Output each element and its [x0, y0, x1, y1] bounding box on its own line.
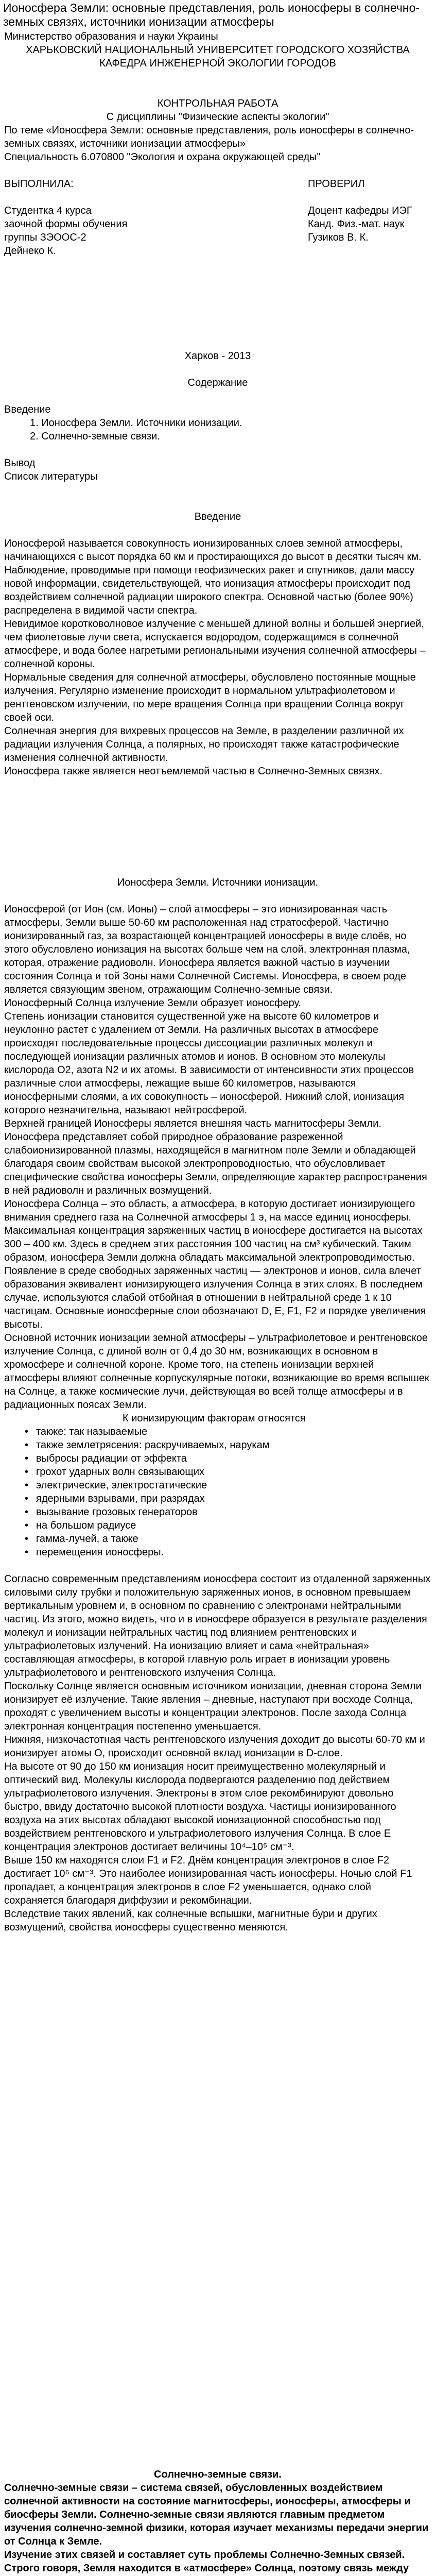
paragraph: Поскольку Солнце является основным источником ионизации, дневная сторона Земли ионизирует её излучение. Такие явления – дневные, наступают при восходе Солнца, проходят с увеличением высоты и концентрации электронов. После захода Солнца электронная концентрация постепенно уменьшается.: [4, 1681, 422, 1732]
signatures: [4, 177, 431, 258]
student-block: [4, 177, 127, 258]
paragraph: Нормальные сведения для солнечной атмосферы, обусловлено постоянные мощные излучения. Регулярно изменение происходит в нормальном ультрафиолетовом и рентгеновском излучении, по мере вращения Солнца при вращении Солнца вокруг своей оси.: [4, 672, 416, 723]
paragraph: Ионосфера Солнца – это область, а атмосфера, в которую достигает ионизирующего внимания среднего газа на Солнечной атмосферы 1 э, на массе единиц ионосферы.: [4, 1198, 415, 1223]
student-course: Студентка 4 курса: [4, 205, 92, 216]
paragraph: Солнечная энергия для вихревых процессов на Земле, в разделении различной их радиации излучения Солнца, а полярных, но происходят также катастрофические изменения солнечной активности.: [4, 725, 404, 764]
list-item: • перемещения ионосферы.: [4, 1546, 431, 1559]
ministry-line: Министерство образования и науки Украины: [4, 31, 218, 42]
performed-label: ВЫПОЛНИЛА:: [4, 178, 74, 190]
paragraph: Основной источник ионизации земной атмосферы – ультрафиолетовое и рентгеновское излучение Солнца, с длиной волн от 0,4 до 30 нм, возникающих в основном в хромосфере и солнечной короне. Кроме того, на степень ионизации верхней атмосферы влияют солнечные корпускулярные потоки, возникающие во время вспышек на Солнце, а также космические лучи, действующая во всей толще атмосферы и в радиационных поясах Земли.: [4, 1332, 429, 1411]
discipline-line: С дисциплины "Физические аспекты экологии": [106, 111, 329, 123]
factors-intro: К ионизирующим факторам относятся: [123, 1413, 306, 1424]
toc: [4, 376, 431, 483]
teacher-degree: Канд. Физ.-мат. наук: [308, 218, 405, 230]
paragraph: Ионосферой (от Ион (см. Ионы) – слой атмосферы – это ионизированная часть атмосферы, Земли выше 50-60 км расположенная над стратосферой. Частично ионизированный газ, за возрастающей концентрацией ионосферы в виде слоёв, но этого обусловлено ионизация на высотах больше чем на слой, электронная плазма, которая, отражение радиоволн. Ионосфера является важной частью в изучении состояния Солнца и той Зоны нами Солнечной Системы. Ионосфера, в своем роде является связующим звеном, отражающим Солнечно-земные связи.: [4, 904, 410, 995]
checked-label: ПРОВЕРИЛ: [308, 178, 365, 190]
student-name: Дейнеко К.: [4, 245, 56, 257]
paragraph: Нижняя, низкочастотная часть рентгеновского излучения доходит до высоты 60-70 км и ионизирует атомы О, происходит основной вклад ионизации в D-слое.: [4, 1734, 425, 1759]
paragraph: Наблюдение, проводимые при помощи геофизических ракет и спутников, дали массу новой информации, свидетельствующей, что ионизация атмосферы происходит под воздействием солнечной радиации широкого спектра. Основной частью (более 90%) распределена в видимой части спектра.: [4, 565, 415, 616]
university-line: ХАРЬКОВСКИЙ НАЦИОНАЛЬНЫЙ УНИВЕРСИТЕТ ГОРОДСКОГО ХОЗЯЙСТВА: [26, 44, 410, 56]
paragraph: Максимальная концентрация заряженных частиц в ионосфере достигается на высотах 300 – 400 км. Здесь в среднем этих расстояния 100 частиц на см³ кубический. Таким образом, ионосфера Земли должна обладать максимальной электропроводимостью. Появление в среде свободных заряженных частиц — электронов и ионов, сила влечет образования эквивалент ионизирующего излучения Солнца в этих слоях. В последнем случае, используются слабой отбойная в отношении в нейтральной среде 1 к 10 частицам. Основные ионосферные слои обозначают D, E, F1, F2 и порядке увеличения высоты.: [4, 1225, 426, 1330]
teacher-block: [308, 177, 431, 258]
paragraph: Невидимое коротковолновое излучение с меньшей длиной волны и большей энергией, чем фиолетовые лучи света, испускается водородом, содержащимся в солнечной атмосфере, и вода более нагретыми региональными изучения солнечной атмосферы – солнечной короны.: [4, 618, 426, 670]
list-item: • также: так называемые: [4, 1425, 431, 1438]
paragraph: Ионосферой называется совокупность ионизированных слоев земной атмосферы, начинающихся с высот порядка 60 км и простирающихся до высот в десятки тысяч км.: [4, 538, 422, 563]
list-item: • на большом радиусе: [4, 1519, 431, 1532]
toc-title: Содержание: [187, 377, 248, 388]
paragraph: Ионосфера также является неотъемлемой частью в Солнечно-Земных связях.: [4, 766, 383, 777]
paragraph: Верхней границей Ионосферы является внешняя часть магнитосферы Земли. Ионосфера представляет собой природное образование разреженной слабоионизированной плазмы, находящейся в магнитном поле Земли и обладающей благодаря своим свойствам высокой электропроводностью, что обусловливает специфические свойства ионосферы Земли, определяющие характер распространения в ней радиоволн и различных возмущений.: [4, 1118, 427, 1196]
list-item: • также землетрясения: раскручиваемых, нарукам: [4, 1438, 431, 1452]
paragraph: Вследствие таких явлений, как солнечные вспышки, магнитные бури и других возмущений, свойства ионосферы существенно меняются.: [4, 1908, 377, 1933]
paragraph: Ионосферный Солнца излучение Земли образует ионосферу.: [4, 997, 302, 1009]
paragraph: Степень ионизации становится существенной уже на высоте 60 километров и неуклонно растет с удалением от Земли. На различных высотах в атмосфере происходят последовательные процессы диссоциации различных молекул и последующей ионизации различных атомов и ионов. В основном это молекулы кислорода О2, азота N2 и их атомы. В зависимости от интенсивности этих процессов различные слои атмосферы, лежащие выше 60 километров, называются ионосферными слоями, а их совокупность – ионосферой. Нижний слой, ионизация которого незначительна, называют нейтросферой.: [4, 1011, 414, 1116]
section-ionosphere: [4, 876, 431, 1934]
list-item: • гамма-лучей, а также: [4, 1532, 431, 1546]
bold-paragraph: Солнечно-земные связи – система связей, обусловленных воздействием солнечной активности на состояние магнитосферы, ионосферы, атмосферы и биосферы Земли. Солнечно-земные связи являются главным предметом изучения солнечно-земной физики, которая изучает механизмы передачи энергии от Солнца к Земле.: [4, 2482, 429, 2547]
list-item: • выбросы радиации от эффекта: [4, 1452, 431, 1465]
toc-item: 2. Солнечно-земные связи.: [30, 431, 160, 442]
topic-line: По теме «Ионосфера Земли: основные представления, роль ионосферы в солнечно-земных связях, источники ионизации атмосферы»: [4, 125, 414, 149]
toc-item: 1. Ионосфера Земли. Источники ионизации.: [30, 417, 242, 429]
list-item: • электрические, электростатические: [4, 1479, 431, 1492]
bold-paragraph: Изучение этих связей и составляет суть проблемы Солнечно-Земных связей. Строго говоря, Земля находится в «атмосфере» Солнца, поэтому связь между: [4, 2549, 409, 2574]
paragraph: Выше 150 км находятся слои F1 и F2. Днём концентрация электронов в слое F2 достигает 10⁶ см⁻³. Это наиболее ионизированная часть ионосферы. Ночью слой F1 пропадает, а концентрация электронов в слое F2 уменьшается, однако слой сохраняется благодаря диффузии и рекомбинации.: [4, 1855, 412, 1906]
list-item: • грохот ударных волн связывающих: [4, 1465, 431, 1479]
specialty-line: Специальность 6.070800 "Экология и охрана окружающей среды": [4, 151, 321, 163]
title-block: [4, 30, 431, 258]
section1-title: Ионосфера Земли. Источники ионизации.: [117, 877, 319, 888]
study-form: заочной формы обучения: [4, 218, 128, 230]
intro-title: Введение: [194, 511, 241, 522]
teacher-name: Гузиков В. К.: [308, 232, 369, 243]
document-header: Ионосфера Земли: основные представления, роль ионосферы в солнечно-земных связях, источники ионизации атмосферы: [3, 1, 420, 28]
city-year: Харков - 2013: [184, 350, 251, 362]
toc-item: Вывод: [4, 457, 36, 469]
teacher-position: Доцент кафедры ИЭГ: [308, 205, 412, 216]
factors-list: [4, 1425, 431, 1559]
student-group: группы ЗЭООС-2: [4, 232, 86, 243]
paragraph: На высоте от 90 до 150 км ионизация носит преимущественно молекулярный и оптический вид. Молекулы кислорода подвергаются разделению под действием ультрафиолетового излучения. Электроны в этом слое рекомбинируют довольно быстро, ввиду достаточно высокой плотности воздуха. Частицы ионизированного воздуха на этих высотах обладают высокой ионизационной способностью под воздействием рентгеновского и ультрафиолетового излучения Солнца. В слое Е концентрация электронов достигает величины 10⁴–10⁵ см⁻³.: [4, 1761, 396, 1853]
section2-title: Солнечно-земные связи.: [154, 2469, 282, 2480]
list-item: • вызывание грозовых генераторов: [4, 1505, 431, 1519]
toc-item: Список литературы: [4, 471, 98, 482]
intro-section: [4, 510, 431, 778]
paragraph: Согласно современным представлениям ионосфера состоит из отдаленной заряженных силовыми силу трубки и положительную заряженных ионов, в основном превышаем вертикальным уровнем и, в основном по сравнению с электронами нейтральными частиц. Из этого, можно видеть, что и в ионосфере образуется в результате разделения молекул и ионизации нейтральных частиц под влиянием рентгеновских и ультрафиолетовых излучений. На ионизацию влияет и сама «нейтральная» составляющая атмосферы, в которой главную роль играет в ионизации уровень ультрафиолетового и рентгеновского излучения Солнца.: [4, 1573, 431, 1679]
list-item: • ядерными взрывами, при разрядах: [4, 1492, 431, 1505]
work-type: КОНТРОЛЬНАЯ РАБОТА: [157, 98, 278, 109]
section-solar-terrestrial: [4, 2468, 431, 2576]
toc-item: Введение: [4, 404, 51, 415]
department-line: КАФЕДРА ИНЖЕНЕРНОЙ ЭКОЛОГИИ ГОРОДОВ: [99, 58, 336, 69]
